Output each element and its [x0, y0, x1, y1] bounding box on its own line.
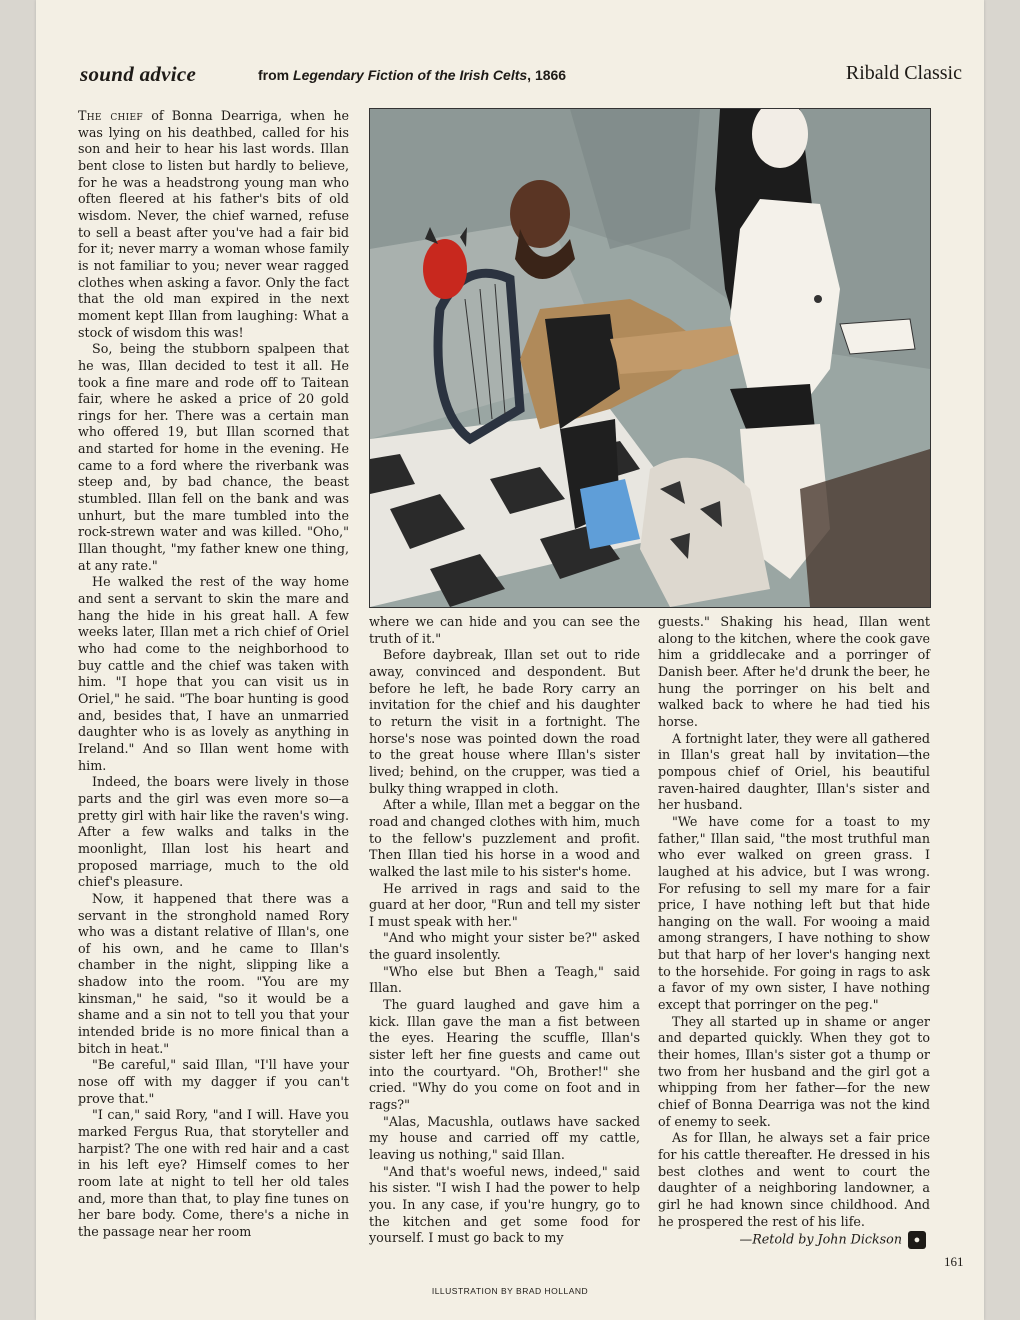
paragraph: They all started up in shame or anger and departed quickly. When they got to their homes, Illan's sister got a thump or two from her husband and the girl got a whipping from her father—for the new chief of Bonna Dearriga was not the kind of enemy to seek.	[658, 1013, 930, 1129]
source-line	[258, 67, 566, 83]
paragraph: A fortnight later, they were all gathered in Illan's great hall by invitation—the pompous chief of Oriel, his beautiful raven-haired daughter, Illan's sister and her husband.	[658, 730, 930, 813]
paragraph: As for Illan, he always set a fair price for his cattle thereafter. He dressed in his best clothes and went to court the daughter of a neighboring landowner, a girl he had known since childhood. And he prospered the rest of his life.	[658, 1130, 930, 1229]
paragraph: "I can," said Rory, "and I will. Have you marked Fergus Rua, that storyteller and harpist? The one with red hair and a cast in his left eye? Himself comes to her room late at night to tell her old tales and, more than that, to play fine tunes on her bare body. Come, there's a niche in the passage near her room	[78, 1107, 349, 1239]
source-prefix: from	[258, 67, 290, 83]
paragraph: guests." Shaking his head, Illan went along to the kitchen, where the cook gave him a griddlecake and a porringer of Danish beer. After he'd drunk the beer, he hung the porringer on his belt and walked back to where he had tied his horse.	[658, 614, 930, 729]
page-header	[80, 62, 962, 86]
text-column-2	[369, 614, 640, 1247]
paragraph: He walked the rest of the way home and sent a servant to skin the mare and hang the hide in his great hall. A few weeks later, Illan met a rich chief of Oriel who had come to the neighborhood to buy cattle and the chief was taken with him. "I hope that you can visit us in Oriel," he said. "The boar hunting is good and, besides that, I have an unmarried daughter who is as lovely as anything in Ireland." And so Illan went home with him.	[78, 574, 349, 773]
paragraph: Before daybreak, Illan set out to ride away, convinced and despondent. But before he left, he bade Rory carry an invitation for the chief and his daughter to return the visit in a fortnight. The horse's nose was pointed down the road to the great house where Illan's sister lived; behind, on the crupper, was tied a bulky thing wrapped in cloth.	[369, 647, 640, 796]
paragraph: "And who might your sister be?" asked the guard insolently.	[369, 930, 640, 963]
magazine-page	[36, 0, 984, 1320]
paragraph: "And that's woeful news, indeed," said his sister. "I wish I had the power to help you. In any case, if you're hungry, go to the kitchen and get some food for yourself. I must go back to my	[369, 1163, 640, 1246]
section-label: Ribald Classic	[845, 62, 962, 84]
illustration-artwork	[370, 109, 930, 607]
paragraph: where we can hide and you can see the truth of it."	[369, 614, 640, 646]
source-title: Legendary Fiction of the Irish Celts	[293, 67, 528, 83]
paragraph: "Who else but Bhen a Teagh," said Illan.	[369, 963, 640, 996]
paragraph: The chief of Bonna Dearriga, when he was lying on his deathbed, called for his son and heir to hear his last words. Illan bent close to listen but hardly to believe, for he was a headstrong young man who often fleered at his father's bits of old wisdom. Never, the chief warned, refuse to sell a beast after you've had a fair bid for it; never marry a woman whose family is not familiar to you; never wear ragged clothes when asking a favor. Only the fact that the old man expired in the next moment kept Illan from laughing: What a stock of wisdom this was!	[78, 108, 349, 340]
paragraph: Indeed, the boars were lively in those parts and the girl was even more so—a pretty girl with hair like the raven's wing. After a few walks and talks in the moonlight, Illan lost his heart and proposed marriage, much to the old chief's pleasure.	[78, 774, 349, 890]
paragraph: "Be careful," said Illan, "I'll have your nose off with my dagger if you can't prove that."	[78, 1057, 349, 1106]
source-year: , 1866	[527, 67, 567, 83]
paragraph: "We have come for a toast to my father," Illan said, "the most truthful man who ever walked on green grass. I laughed at his advice, but I was wrong. For refusing to sell my mare for a fair price, I have nothing left but that hide hanging on the wall. For wooing a maid among strangers, I have nothing to show but that harp of her lover's hanging next to the horsehide. For going in rags to ask a favor of my own sister, I have nothing except that porringer on the peg."	[658, 813, 930, 1013]
rabbit-head-icon: ●	[908, 1231, 926, 1249]
paragraph: Now, it happened that there was a servant in the stronghold named Rory who was a distant relative of Illan's, one of his own, and he came to Illan's chamber in the night, slipping like a shadow into the room. "You are my kinsman," he said, "so it would be a shame and a sin not to tell you that your intended bride is no more finical than a bitch in heat."	[78, 890, 349, 1056]
paragraph: So, being the stubborn spalpeen that he was, Illan decided to test it all. He took a fine mare and rode off to Taitean fair, where he asked a price of 20 gold rings for her. There was a certain man who offered 19, but Illan scorned that and started for home in the evening. He came to a ford where the riverbank was steep and, by bad chance, the beast stumbled. Illan fell on the bank and was unhurt, but the mare tumbled into the rock-strewn water and was killed. "Oho," Illan thought, "my father knew one thing, at any rate."	[78, 341, 349, 573]
feature-title: sound advice	[80, 62, 197, 86]
paragraph: The guard laughed and gave him a kick. Illan gave the man a fist between the eyes. Hearing the scuffle, Illan's sister left her fine guests and came out into the courtyard. "Oh, Brother!" she cried. "Why do you come on foot and in rags?"	[369, 997, 640, 1113]
illustration-credit: ILLUSTRATION BY BRAD HOLLAND	[431, 1286, 589, 1296]
byline: —Retold by John Dickson ●	[658, 1231, 930, 1249]
illustration	[369, 108, 931, 608]
paragraph: He arrived in rags and said to the guard at her door, "Run and tell my sister I must speak with her."	[369, 880, 640, 929]
page-number: 161	[944, 1254, 964, 1269]
paragraph: After a while, Illan met a beggar on the road and changed clothes with him, much to the fellow's puzzlement and profit. Then Illan tied his horse in a wood and walked the last mile to his sister's home.	[369, 797, 640, 879]
text-column-3	[658, 614, 930, 1249]
lead-in: The chief	[78, 108, 143, 123]
text-column-1	[78, 108, 349, 1241]
paragraph: "Alas, Macushla, outlaws have sacked my house and carried off my cattle, leaving us nothing," said Illan.	[369, 1113, 640, 1162]
